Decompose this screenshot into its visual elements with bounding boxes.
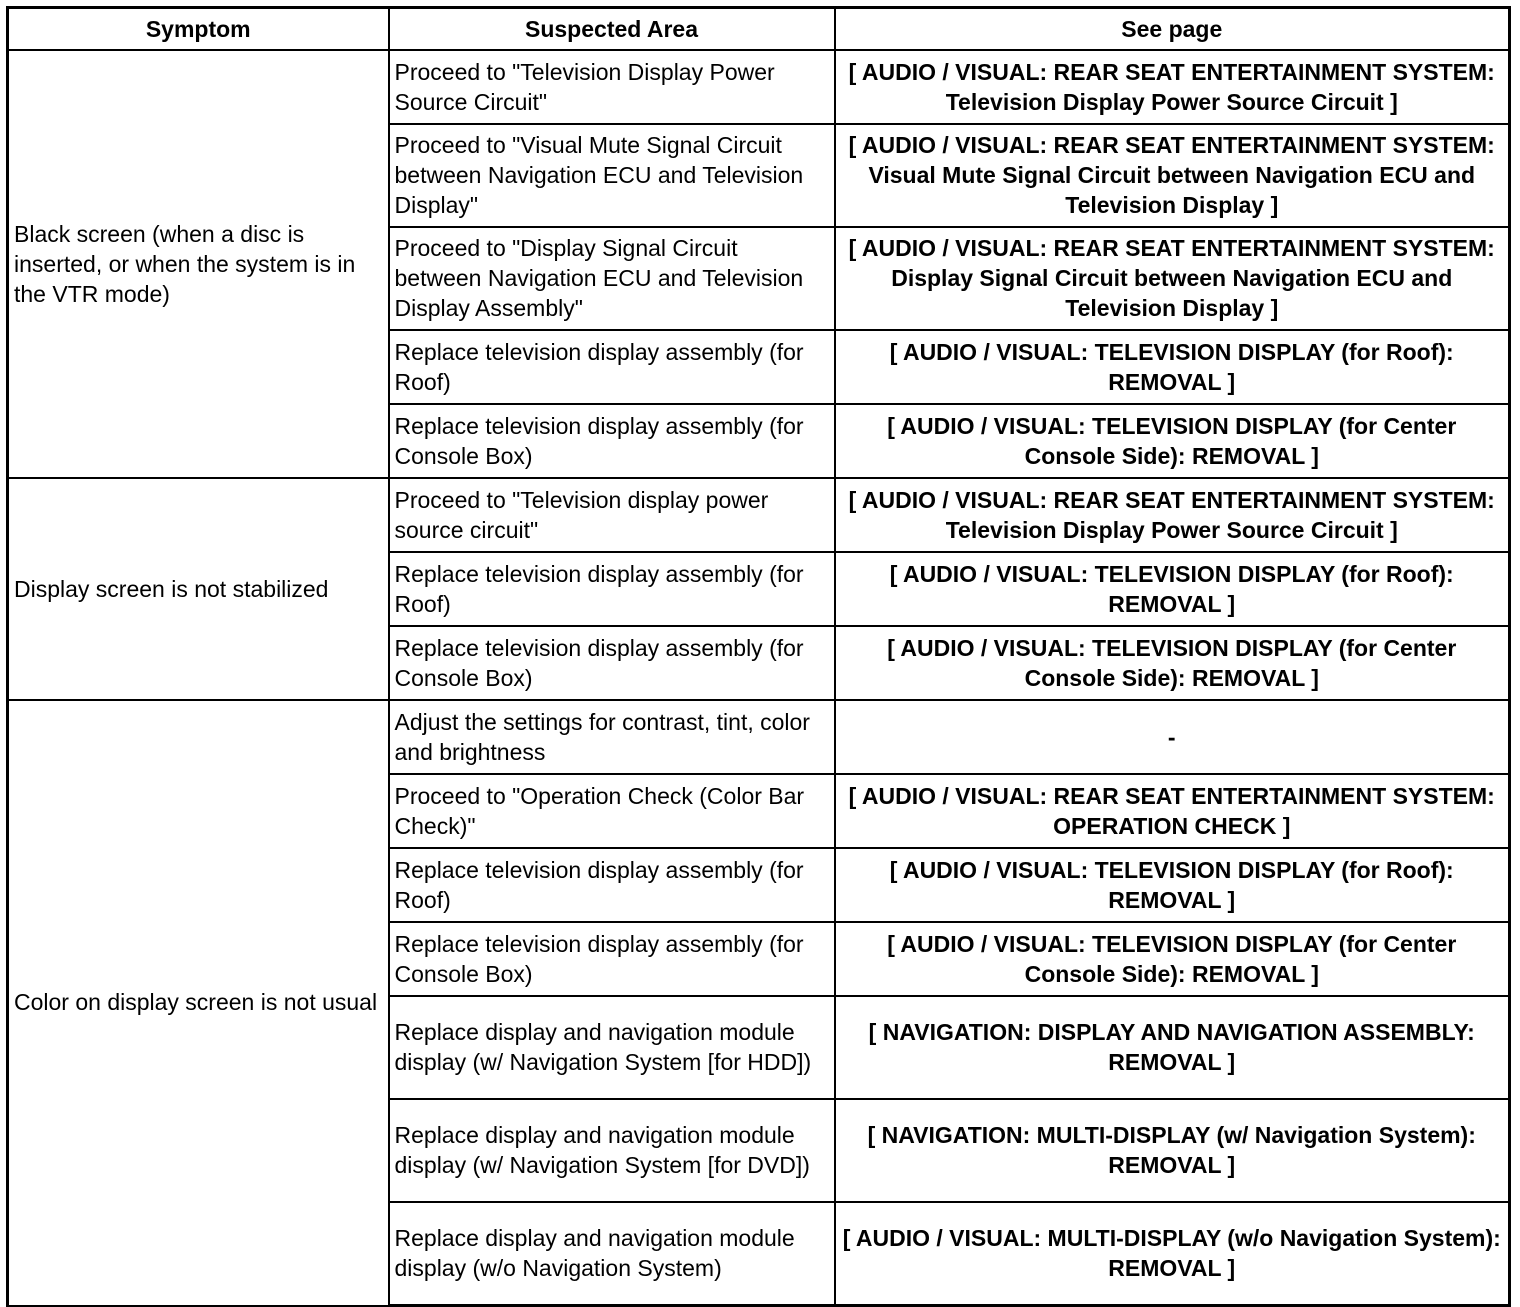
see-page-link[interactable]: [ AUDIO / VISUAL: TELEVISION DISPLAY (for Roof): REMOVAL ] bbox=[835, 330, 1510, 404]
see-page-link[interactable]: [ AUDIO / VISUAL: MULTI-DISPLAY (w/o Navigation System): REMOVAL ] bbox=[835, 1202, 1510, 1306]
troubleshooting-table bbox=[6, 6, 1511, 1307]
see-page-link[interactable]: [ AUDIO / VISUAL: TELEVISION DISPLAY (for Roof): REMOVAL ] bbox=[835, 848, 1510, 922]
symptom-cell: Display screen is not stabilized bbox=[8, 478, 389, 700]
see-page-link[interactable]: [ AUDIO / VISUAL: TELEVISION DISPLAY (for Center Console Side): REMOVAL ] bbox=[835, 626, 1510, 700]
suspected-area-cell: Proceed to "Display Signal Circuit between Navigation ECU and Television Display Assembly" bbox=[389, 227, 835, 330]
see-page-link[interactable]: [ AUDIO / VISUAL: TELEVISION DISPLAY (for Center Console Side): REMOVAL ] bbox=[835, 922, 1510, 996]
suspected-area-cell: Replace display and navigation module display (w/ Navigation System [for DVD]) bbox=[389, 1099, 835, 1202]
see-page-link[interactable]: [ AUDIO / VISUAL: REAR SEAT ENTERTAINMENT SYSTEM: Display Signal Circuit between Navigation ECU and Television Display ] bbox=[835, 227, 1510, 330]
see-page-link[interactable]: [ AUDIO / VISUAL: REAR SEAT ENTERTAINMENT SYSTEM: Visual Mute Signal Circuit between Navigation ECU and Television Display ] bbox=[835, 124, 1510, 227]
suspected-area-cell: Replace television display assembly (for Console Box) bbox=[389, 626, 835, 700]
suspected-area-cell: Replace television display assembly (for Console Box) bbox=[389, 404, 835, 478]
suspected-area-cell: Adjust the settings for contrast, tint, color and brightness bbox=[389, 700, 835, 774]
see-page-link[interactable]: [ AUDIO / VISUAL: TELEVISION DISPLAY (for Roof): REMOVAL ] bbox=[835, 552, 1510, 626]
suspected-area-cell: Proceed to "Visual Mute Signal Circuit between Navigation ECU and Television Display" bbox=[389, 124, 835, 227]
suspected-area-cell: Replace television display assembly (for Roof) bbox=[389, 848, 835, 922]
header-suspected-area: Suspected Area bbox=[389, 8, 835, 51]
suspected-area-cell: Replace television display assembly (for Roof) bbox=[389, 330, 835, 404]
suspected-area-cell: Replace television display assembly (for Roof) bbox=[389, 552, 835, 626]
suspected-area-cell: Proceed to "Television Display Power Source Circuit" bbox=[389, 50, 835, 124]
header-row bbox=[8, 8, 1510, 51]
symptom-cell: Black screen (when a disc is inserted, or when the system is in the VTR mode) bbox=[8, 50, 389, 478]
symptom-cell: Color on display screen is not usual bbox=[8, 700, 389, 1306]
suspected-area-cell: Replace display and navigation module display (w/o Navigation System) bbox=[389, 1202, 835, 1306]
suspected-area-cell: Proceed to "Television display power source circuit" bbox=[389, 478, 835, 552]
see-page-link[interactable]: [ AUDIO / VISUAL: REAR SEAT ENTERTAINMENT SYSTEM: Television Display Power Source Circuit ] bbox=[835, 478, 1510, 552]
see-page-link[interactable]: [ NAVIGATION: DISPLAY AND NAVIGATION ASSEMBLY: REMOVAL ] bbox=[835, 996, 1510, 1099]
suspected-area-cell: Replace display and navigation module display (w/ Navigation System [for HDD]) bbox=[389, 996, 835, 1099]
table-row bbox=[8, 700, 1510, 774]
see-page-cell: - bbox=[835, 700, 1510, 774]
header-see-page: See page bbox=[835, 8, 1510, 51]
suspected-area-cell: Proceed to "Operation Check (Color Bar Check)" bbox=[389, 774, 835, 848]
see-page-link[interactable]: [ AUDIO / VISUAL: REAR SEAT ENTERTAINMENT SYSTEM: Television Display Power Source Circuit ] bbox=[835, 50, 1510, 124]
header-symptom: Symptom bbox=[8, 8, 389, 51]
table-row bbox=[8, 50, 1510, 124]
troubleshooting-table-container bbox=[6, 6, 1508, 1307]
see-page-link[interactable]: [ AUDIO / VISUAL: REAR SEAT ENTERTAINMENT SYSTEM: OPERATION CHECK ] bbox=[835, 774, 1510, 848]
table-row bbox=[8, 478, 1510, 552]
see-page-link[interactable]: [ NAVIGATION: MULTI-DISPLAY (w/ Navigation System): REMOVAL ] bbox=[835, 1099, 1510, 1202]
suspected-area-cell: Replace television display assembly (for Console Box) bbox=[389, 922, 835, 996]
see-page-link[interactable]: [ AUDIO / VISUAL: TELEVISION DISPLAY (for Center Console Side): REMOVAL ] bbox=[835, 404, 1510, 478]
